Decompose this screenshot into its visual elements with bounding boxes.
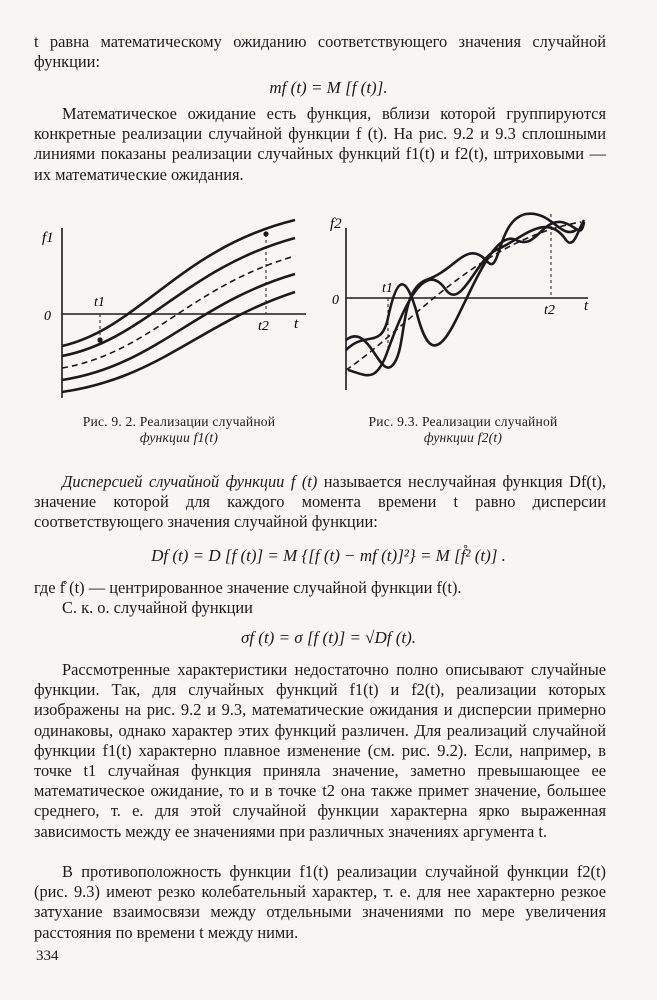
fig1-t-label: t bbox=[294, 316, 299, 332]
fig1-t1-label: t1 bbox=[94, 295, 105, 310]
figure-9-3 bbox=[326, 200, 606, 400]
fig1-caption-line1: Рис. 9. 2. Реализации случайной bbox=[82, 414, 276, 429]
fig1-mean-curve bbox=[62, 256, 295, 368]
formula-expectation: mf (t) = M [f (t)]. bbox=[269, 78, 388, 97]
fig2-zero-label: 0 bbox=[332, 293, 339, 308]
paragraph-intro: t равна математическому ожиданию соответствующего значения случайной функции: bbox=[34, 32, 606, 72]
fig2-t1-label: t1 bbox=[382, 281, 393, 296]
figure-9-3-caption bbox=[330, 414, 596, 446]
fig1-t2-point bbox=[263, 231, 268, 236]
dispersion-definition: называется неслучайная функция Df(t), значение которой для каждого момента времени t равно дисперсии соответствующего значения случайной функции: bbox=[34, 472, 606, 532]
fig2-t2-label: t2 bbox=[544, 303, 555, 318]
paragraph-expectation: Математическое ожидание есть функция, вблизи которой группируются конкретные реализации случайной функции f (t). На рис. 9.2 и 9.3 сплошными линиями показаны реализации случайных функций f1(t) и f2(t), штриховыми — их математические ожидания. bbox=[34, 104, 606, 184]
fig2-ylabel: f2 bbox=[330, 216, 342, 232]
formula-sko: σf (t) = σ [f (t)] = √Df (t). bbox=[240, 628, 417, 647]
fig2-caption-line2: функции f2(t) bbox=[423, 430, 503, 445]
paragraph-dispersion bbox=[34, 472, 606, 533]
fig1-zero-label: 0 bbox=[44, 309, 51, 324]
centered-value-line: где f̊ (t) — центрированное значение случайной функции f(t). bbox=[34, 578, 462, 597]
formula-dispersion: Df (t) = D [f (t)] = M {[f (t) − mf (t)]²} = M [f̊² (t)] . bbox=[151, 546, 506, 565]
figure-9-2 bbox=[30, 208, 320, 408]
fig1-t2-label: t2 bbox=[258, 319, 269, 334]
fig2-caption-line1: Рис. 9.3. Реализации случайной bbox=[368, 414, 558, 429]
sko-line: С. к. о. случайной функции bbox=[62, 598, 253, 617]
fig1-caption-line2: функции f1(t) bbox=[139, 430, 219, 445]
fig2-mean-curve bbox=[346, 222, 581, 370]
fig1-ylabel: f1 bbox=[42, 230, 54, 246]
page-number: 334 bbox=[36, 948, 59, 964]
paragraph-characteristics: Рассмотренные характеристики недостаточно полно описывают случайные функции. Так, для случайных функций f1(t) и f2(t), реализации которых изображены на рис. 9.2 и 9.3, математические ожидания и дисперсии примерно одинаковы, однако характер этих функций различен. Для реализаций случайной функции f1(t) характерно плавное изменение (см. рис. 9.2). Если, например, в точке t1 случайная функция приняла значение, заметно превышающее ее математическое ожидание, то и в точке t2 она также примет значение, большее среднего, т. е. для этой случайной функции характерна ярко выраженная зависимость между ее значениями при различных значениях аргумента t. bbox=[34, 660, 606, 841]
dispersion-term: Дисперсией случайной функции f (t) bbox=[62, 472, 318, 491]
figure-9-2-caption bbox=[48, 414, 310, 446]
paragraph-f2-contrast: В противоположность функции f1(t) реализации случайной функции f2(t) (рис. 9.3) имеют резко колебательный характер, т. е. для нее характерно резкое затухание взаимосвязи между отдельными значениями по мере увеличения расстояния по времени t между ними. bbox=[34, 862, 606, 942]
fig2-t-label: t bbox=[584, 298, 589, 314]
fig1-t1-point bbox=[97, 337, 102, 342]
